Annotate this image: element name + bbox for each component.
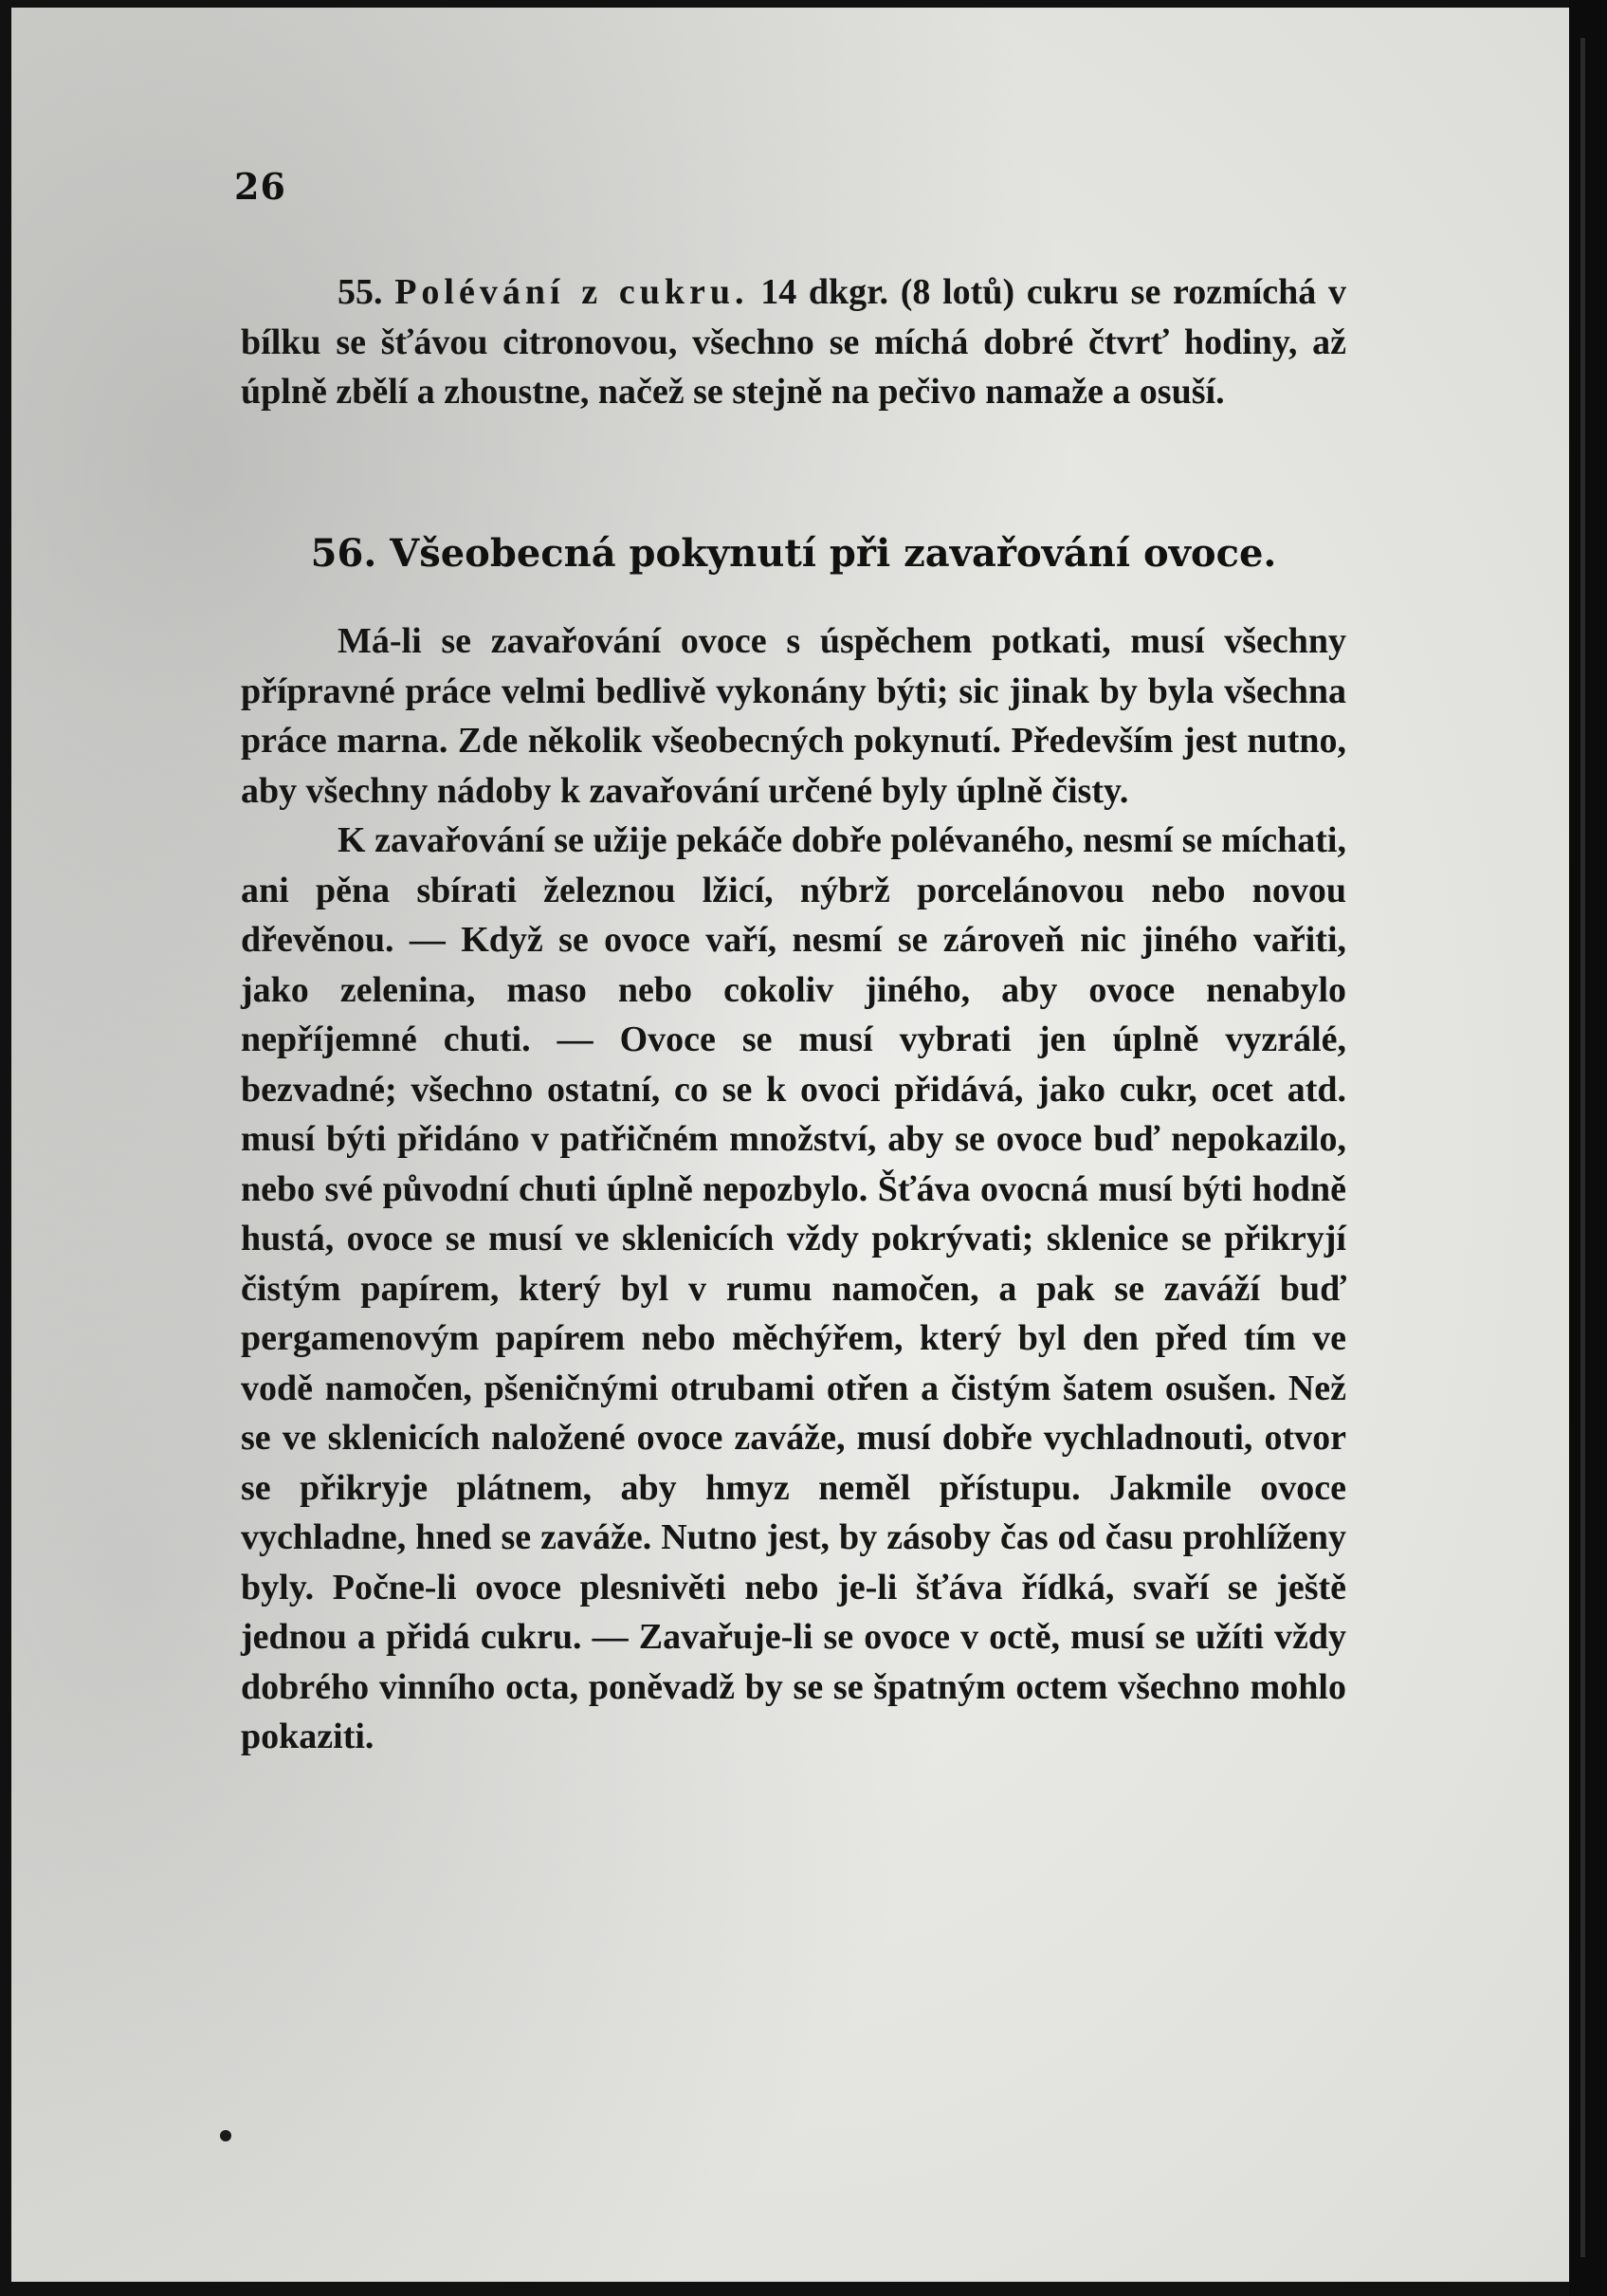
recipe-56-body xyxy=(241,616,1346,1762)
recipe-55-paragraph xyxy=(241,267,1346,417)
recipe-56-paragraph-2: K zavařování se užije pekáče dobře polévaného, nesmí se míchati, ani pěna sbírati železnou lžicí, nýbrž porcelánovou nebo novou dřevěnou. — Když se ovoce vaří, nesmí se zároveň nic jiného vařiti, jako zelenina, maso nebo cokoliv jiného, aby ovoce nenabylo nepříjemné chuti. — Ovoce se musí vybrati jen úplně vyzrálé, bezvadné; všechno ostatní, co se k ovoci přidává, jako cukr, ocet atd. musí býti přidáno v patřičném množství, aby se ovoce buď nepokazilo, nebo své původní chuti úplně nepozbylo. Šťáva ovocná musí býti hodně hustá, ovoce se musí ve sklenicích vždy pokrývati; sklenice se přikryjí čistým papírem, který byl v rumu namočen, a pak se zaváží buď pergamenovým papírem nebo měchýřem, který byl den před tím ve vodě namočen, pšeničnými otrubami otřen a čistým šatem osušen. Než se ve sklenicích naložené ovoce zaváže, musí dobře vychladnouti, otvor se přikryje plátnem, aby hmyz neměl přístupu. Jakmile ovoce vychladne, hned se zaváže. Nutno jest, by zásoby čas od času prohlíženy byly. Počne-li ovoce plesnivěti nebo je-li šťáva řídká, svaří se ještě jednou a přidá cukru. — Zavařuje-li se ovoce v octě, musí se užíti vždy dobrého vinního octa, poněvadž by se se špatným octem všechno mohlo pokaziti. xyxy=(241,820,1346,1756)
recipe-56-heading: 56. Všeobecná pokynutí při zavařování ovoce. xyxy=(310,531,1277,576)
recipe-55-body: 14 dkgr. (8 lotů) cukru se rozmíchá v bílku se šťávou citronovou, všechno se míchá dobré čtvrť hodiny, až úplně zbělí a zhoustne, načež se stejně na pečivo namaže a osuší. xyxy=(241,272,1347,412)
recipe-55 xyxy=(241,267,1346,417)
edge-line xyxy=(1580,38,1585,2257)
recipe-55-number: 55. xyxy=(338,272,383,312)
right-page-edge xyxy=(1569,0,1607,2296)
recipe-55-title: Polévání z cukru. xyxy=(394,272,749,312)
ink-speck xyxy=(220,2130,231,2141)
page-number: 26 xyxy=(234,165,286,208)
recipe-56-paragraph-1: Má-li se zavařování ovoce s úspěchem potkati, musí všechny přípravné práce velmi bedlivě vykonány býti; sic jinak by byla všechna práce marna. Zde několik všeobecných pokynutí. Především jest nutno, aby všechny nádoby k zavařování určené byly úplně čisty. xyxy=(241,621,1346,811)
